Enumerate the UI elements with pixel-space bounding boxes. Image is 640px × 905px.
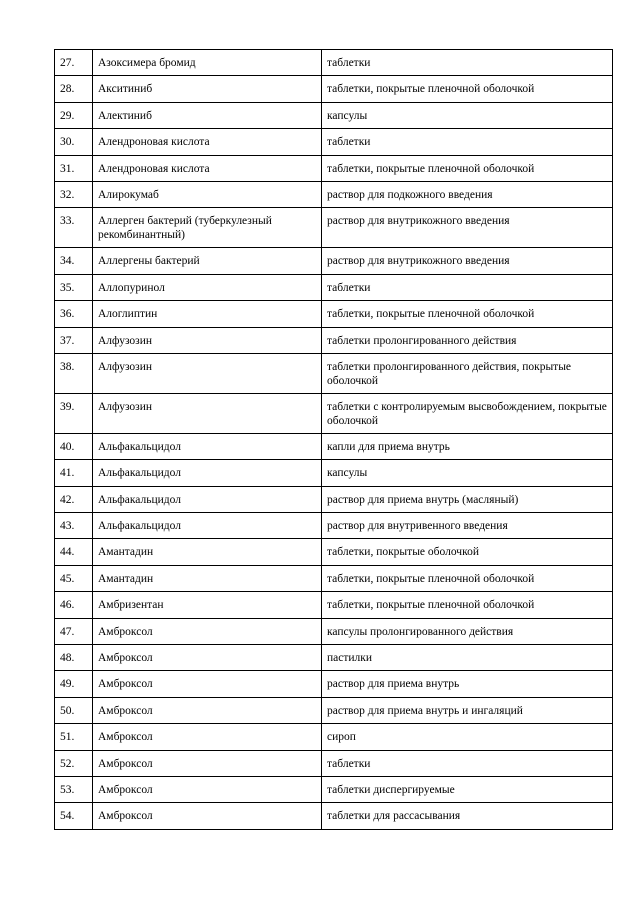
drug-name-cell: Амброксол — [93, 671, 322, 697]
row-number-cell: 51. — [55, 724, 93, 750]
table-row — [55, 129, 613, 155]
table-row — [55, 76, 613, 102]
table-row — [55, 539, 613, 565]
row-number-cell: 53. — [55, 776, 93, 802]
table-row — [55, 776, 613, 802]
drug-name-cell: Азоксимера бромид — [93, 50, 322, 76]
table-row — [55, 274, 613, 300]
table-row — [55, 671, 613, 697]
dosage-form-cell: капсулы пролонгированного действия — [322, 618, 613, 644]
dosage-form-cell: раствор для подкожного введения — [322, 181, 613, 207]
table-row — [55, 697, 613, 723]
table-row — [55, 460, 613, 486]
drug-name-cell: Альфакальцидол — [93, 433, 322, 459]
table-row — [55, 393, 613, 433]
dosage-form-cell: таблетки, покрытые пленочной оболочкой — [322, 76, 613, 102]
row-number-cell: 46. — [55, 592, 93, 618]
table-row — [55, 50, 613, 76]
dosage-form-cell: таблетки — [322, 750, 613, 776]
drug-name-cell: Акситиниб — [93, 76, 322, 102]
row-number-cell: 42. — [55, 486, 93, 512]
table-row — [55, 592, 613, 618]
dosage-form-cell: капсулы — [322, 460, 613, 486]
dosage-form-cell: таблетки — [322, 129, 613, 155]
dosage-form-cell: таблетки, покрытые пленочной оболочкой — [322, 565, 613, 591]
row-number-cell: 49. — [55, 671, 93, 697]
dosage-form-cell: раствор для приема внутрь (масляный) — [322, 486, 613, 512]
row-number-cell: 40. — [55, 433, 93, 459]
dosage-form-cell: таблетки для рассасывания — [322, 803, 613, 829]
drug-name-cell: Альфакальцидол — [93, 486, 322, 512]
table-row — [55, 353, 613, 393]
table-row — [55, 181, 613, 207]
row-number-cell: 28. — [55, 76, 93, 102]
row-number-cell: 33. — [55, 208, 93, 248]
dosage-form-cell: раствор для внутривенного введения — [322, 513, 613, 539]
table-row — [55, 433, 613, 459]
row-number-cell: 30. — [55, 129, 93, 155]
table-row — [55, 803, 613, 829]
row-number-cell: 52. — [55, 750, 93, 776]
table-row — [55, 618, 613, 644]
dosage-form-cell: сироп — [322, 724, 613, 750]
dosage-form-cell: капсулы — [322, 102, 613, 128]
drug-name-cell: Алендроновая кислота — [93, 155, 322, 181]
dosage-form-cell: таблетки, покрытые пленочной оболочкой — [322, 155, 613, 181]
table-row — [55, 565, 613, 591]
table-row — [55, 750, 613, 776]
row-number-cell: 50. — [55, 697, 93, 723]
table-row — [55, 208, 613, 248]
dosage-form-cell: раствор для приема внутрь и ингаляций — [322, 697, 613, 723]
drug-list-body — [55, 50, 613, 830]
drug-name-cell: Амантадин — [93, 539, 322, 565]
dosage-form-cell: таблетки — [322, 274, 613, 300]
table-row — [55, 486, 613, 512]
dosage-form-cell: таблетки пролонгированного действия, покрытые оболочкой — [322, 353, 613, 393]
row-number-cell: 44. — [55, 539, 93, 565]
drug-name-cell: Амброксол — [93, 618, 322, 644]
row-number-cell: 45. — [55, 565, 93, 591]
drug-name-cell: Амброксол — [93, 645, 322, 671]
dosage-form-cell: таблетки, покрытые оболочкой — [322, 539, 613, 565]
table-row — [55, 301, 613, 327]
drug-name-cell: Алфузозин — [93, 327, 322, 353]
drug-name-cell: Аллерген бактерий (туберкулезный рекомбинантный) — [93, 208, 322, 248]
drug-name-cell: Амброксол — [93, 697, 322, 723]
row-number-cell: 47. — [55, 618, 93, 644]
dosage-form-cell: пастилки — [322, 645, 613, 671]
table-row — [55, 513, 613, 539]
row-number-cell: 36. — [55, 301, 93, 327]
table-row — [55, 327, 613, 353]
row-number-cell: 39. — [55, 393, 93, 433]
row-number-cell: 35. — [55, 274, 93, 300]
row-number-cell: 48. — [55, 645, 93, 671]
dosage-form-cell: раствор для внутрикожного введения — [322, 248, 613, 274]
table-row — [55, 248, 613, 274]
dosage-form-cell: таблетки пролонгированного действия — [322, 327, 613, 353]
dosage-form-cell: раствор для приема внутрь — [322, 671, 613, 697]
drug-name-cell: Амброксол — [93, 803, 322, 829]
dosage-form-cell: таблетки, покрытые пленочной оболочкой — [322, 592, 613, 618]
drug-name-cell: Алектиниб — [93, 102, 322, 128]
row-number-cell: 34. — [55, 248, 93, 274]
row-number-cell: 37. — [55, 327, 93, 353]
drug-name-cell: Амброксол — [93, 776, 322, 802]
drug-name-cell: Амброксол — [93, 724, 322, 750]
drug-name-cell: Амантадин — [93, 565, 322, 591]
row-number-cell: 31. — [55, 155, 93, 181]
drug-name-cell: Аллопуринол — [93, 274, 322, 300]
drug-name-cell: Алфузозин — [93, 393, 322, 433]
dosage-form-cell: раствор для внутрикожного введения — [322, 208, 613, 248]
row-number-cell: 27. — [55, 50, 93, 76]
drug-name-cell: Алфузозин — [93, 353, 322, 393]
table-row — [55, 724, 613, 750]
drug-name-cell: Алоглиптин — [93, 301, 322, 327]
drug-name-cell: Альфакальцидол — [93, 460, 322, 486]
row-number-cell: 41. — [55, 460, 93, 486]
row-number-cell: 38. — [55, 353, 93, 393]
dosage-form-cell: таблетки, покрытые пленочной оболочкой — [322, 301, 613, 327]
drug-name-cell: Амбризентан — [93, 592, 322, 618]
drug-list-table — [54, 49, 613, 830]
row-number-cell: 54. — [55, 803, 93, 829]
drug-name-cell: Альфакальцидол — [93, 513, 322, 539]
row-number-cell: 32. — [55, 181, 93, 207]
dosage-form-cell: капли для приема внутрь — [322, 433, 613, 459]
drug-name-cell: Алендроновая кислота — [93, 129, 322, 155]
dosage-form-cell: таблетки с контролируемым высвобождением, покрытые оболочкой — [322, 393, 613, 433]
drug-name-cell: Аллергены бактерий — [93, 248, 322, 274]
table-row — [55, 102, 613, 128]
dosage-form-cell: таблетки — [322, 50, 613, 76]
dosage-form-cell: таблетки диспергируемые — [322, 776, 613, 802]
drug-name-cell: Алирокумаб — [93, 181, 322, 207]
table-row — [55, 155, 613, 181]
table-row — [55, 645, 613, 671]
drug-name-cell: Амброксол — [93, 750, 322, 776]
row-number-cell: 29. — [55, 102, 93, 128]
row-number-cell: 43. — [55, 513, 93, 539]
